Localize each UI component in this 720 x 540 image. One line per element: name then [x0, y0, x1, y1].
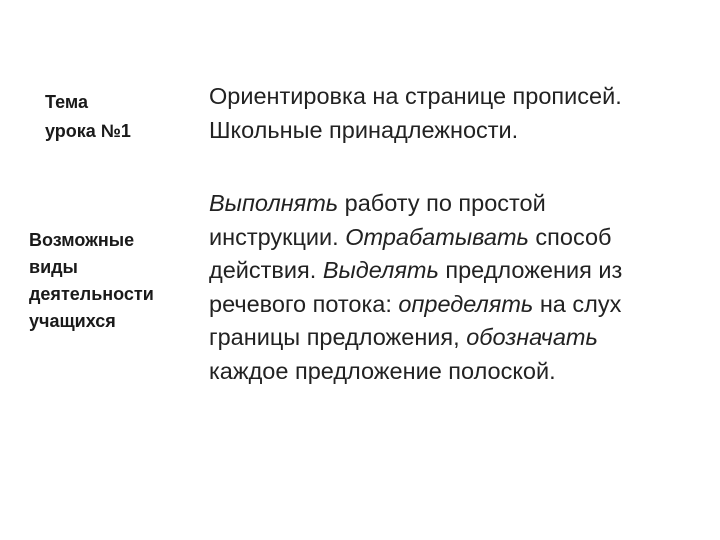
emphasis-verb: Выполнять: [209, 190, 339, 216]
activities-text: [209, 187, 622, 388]
activities-label-line: учащихся: [29, 311, 116, 331]
text-fragment: речевого потока:: [209, 290, 399, 317]
activities-text-line: [209, 187, 622, 221]
activities-text-line: [209, 288, 622, 322]
activities-text-line: [209, 221, 622, 255]
topic-text-line: Ориентировка на странице прописей.: [209, 83, 622, 109]
activities-text-line: [209, 321, 622, 355]
topic-label: [45, 88, 131, 146]
emphasis-verb: определять: [398, 290, 534, 317]
topic-label-line: Тема: [45, 92, 88, 112]
text-fragment: способ: [528, 223, 612, 250]
topic-text-line: Школьные принадлежности.: [209, 117, 519, 143]
text-fragment: границы предложения,: [209, 324, 467, 350]
activities-label: [29, 227, 154, 335]
text-fragment: на слух: [533, 290, 622, 317]
emphasis-verb: Отрабатывать: [345, 223, 529, 250]
text-fragment: работу по простой: [338, 190, 546, 216]
text-fragment: предложения из: [438, 257, 623, 283]
topic-label-line: урока №1: [45, 121, 131, 141]
text-fragment: действия.: [209, 257, 323, 283]
text-fragment: инструкции.: [209, 223, 346, 250]
activities-text-line: [209, 254, 622, 288]
topic-text: [209, 79, 622, 147]
emphasis-verb: обозначать: [466, 324, 598, 350]
emphasis-verb: Выделять: [322, 257, 439, 283]
activities-label-line: Возможные: [29, 230, 135, 250]
activities-label-line: виды: [29, 257, 78, 277]
activities-label-line: деятельности: [29, 284, 154, 304]
activities-text-line: каждое предложение полоской.: [209, 357, 556, 384]
